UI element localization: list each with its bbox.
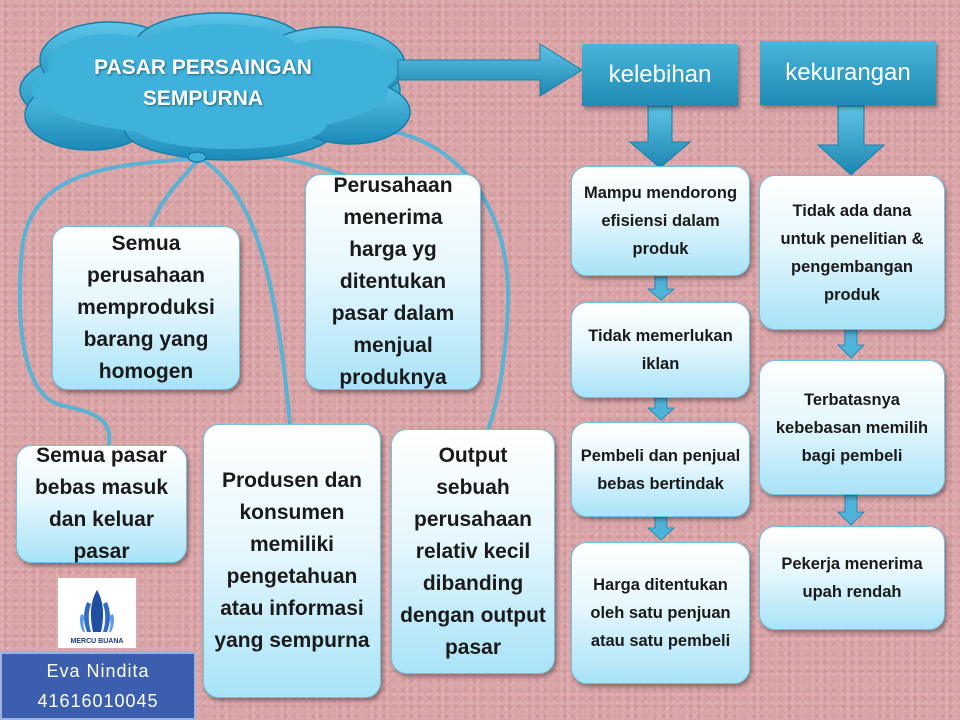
disadvantage-limited-choice: Terbatasnya kebebasan memilih bagi pembeli — [759, 360, 945, 495]
advantage-free-action: Pembeli dan penjual bebas bertindak — [571, 422, 750, 517]
author-name: Eva Nindita — [46, 661, 150, 681]
diagram-title: PASAR PERSAINGAN SEMPURNA — [94, 56, 312, 110]
characteristic-perfect-information: Produsen dan konsumen memiliki pengetahuan atau informasi yang sempurna — [203, 424, 381, 698]
author-box — [0, 652, 196, 720]
advantage-no-advertising: Tidak memerlukan iklan — [571, 302, 750, 398]
logo-text: MERCU BUANA — [70, 638, 124, 645]
advantage-efficiency: Mampu mendorong efisiensi dalam produk — [571, 166, 750, 276]
arrow-to-kelebihan — [398, 44, 582, 96]
disadvantage-low-wages: Pekerja menerima upah rendah — [759, 526, 945, 630]
author-id: 41616010045 — [37, 691, 159, 711]
characteristic-small-output: Output sebuah perusahaan relativ kecil dibanding dengan output pasar — [391, 429, 555, 674]
characteristic-price-taker: Perusahaan menerima harga yg ditentukan pasar dalam menjual produknya — [305, 174, 481, 390]
header-kekurangan: kekurangan — [760, 41, 936, 105]
disadvantage-no-research-fund: Tidak ada dana untuk penelitian & pengembangan produk — [759, 175, 945, 330]
advantage-price-determined: Harga ditentukan oleh satu penjuan atau satu pembeli — [571, 542, 750, 684]
characteristic-free-entry-exit: Semua pasar bebas masuk dan keluar pasar — [16, 445, 187, 563]
arrow-down-kekurangan — [818, 106, 884, 175]
characteristic-homogeneous-goods: Semua perusahaan memproduksi barang yang homogen — [52, 226, 240, 390]
mercu-buana-emblem-icon — [77, 588, 117, 638]
university-logo — [58, 578, 136, 648]
header-kelebihan: kelebihan — [582, 44, 738, 106]
arrow-down-kelebihan — [630, 106, 690, 168]
